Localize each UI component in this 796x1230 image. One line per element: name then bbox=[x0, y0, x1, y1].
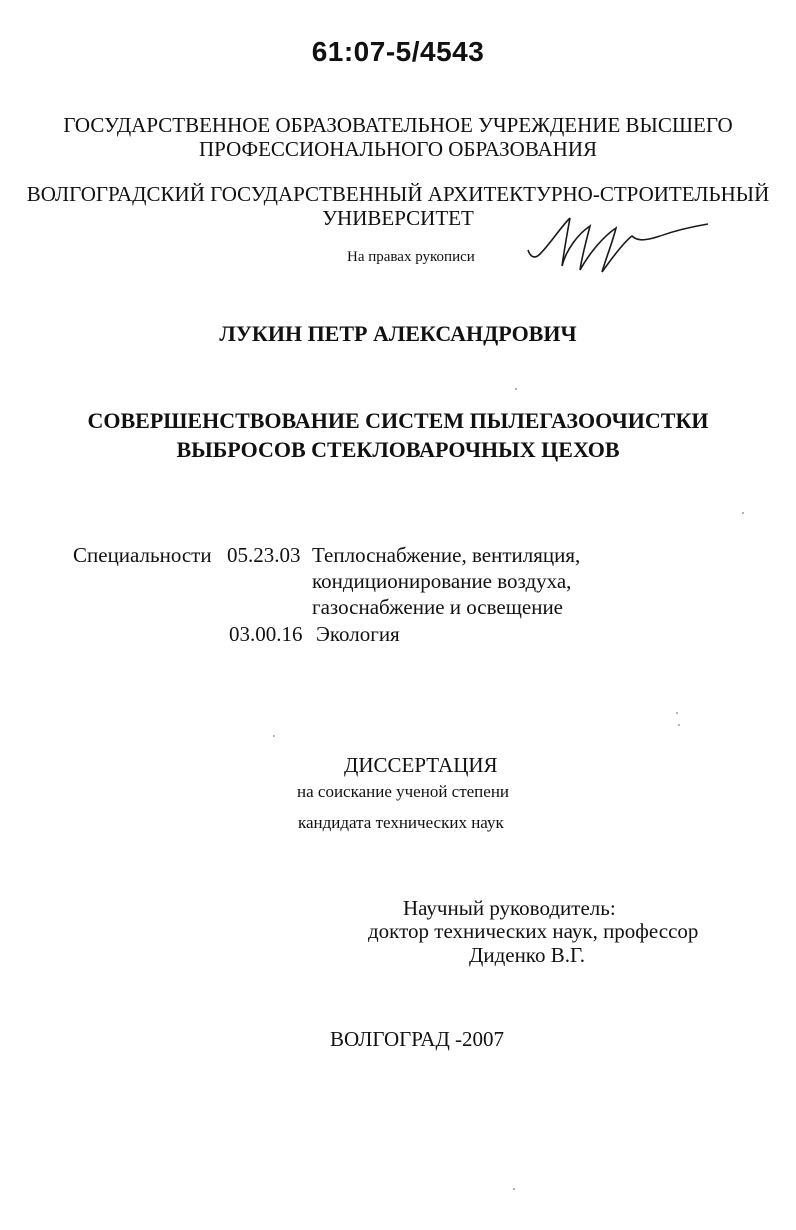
scan-speck bbox=[515, 388, 517, 390]
dissertation-degree-line-2: кандидата технических наук bbox=[298, 813, 504, 832]
thesis-title-line-1: СОВЕРШЕНСТВОВАНИЕ СИСТЕМ ПЫЛЕГАЗООЧИСТКИ bbox=[87, 408, 709, 433]
specialty-code-2: 03.00.16 bbox=[229, 622, 303, 646]
supervisor-name: Диденко В.Г. bbox=[469, 943, 585, 967]
supervisor-credentials: доктор технических наук, профессор bbox=[368, 919, 699, 943]
dissertation-degree-line-1: на соискание ученой степени bbox=[297, 782, 510, 801]
specialty-1-line-1: Теплоснабжение, вентиляция, bbox=[312, 543, 581, 567]
specialties-label: Специальности bbox=[73, 543, 212, 567]
scan-speck bbox=[513, 1188, 515, 1190]
signature bbox=[520, 212, 715, 282]
author-name: ЛУКИН ПЕТР АЛЕКСАНДРОВИЧ bbox=[219, 321, 577, 346]
supervisor-label: Научный руководитель: bbox=[403, 896, 616, 920]
scan-speck bbox=[742, 512, 744, 514]
specialty-2-line-1: Экология bbox=[316, 622, 400, 646]
document-number: 61:07-5/4543 bbox=[311, 36, 485, 67]
institution-line-2: ПРОФЕССИОНАЛЬНОГО ОБРАЗОВАНИЯ bbox=[198, 137, 597, 161]
manuscript-note: На правах рукописи bbox=[347, 249, 475, 265]
specialty-code-1: 05.23.03 bbox=[227, 543, 301, 567]
scan-speck bbox=[678, 724, 680, 726]
scan-speck bbox=[273, 735, 275, 737]
institution-line-1: ГОСУДАРСТВЕННОЕ ОБРАЗОВАТЕЛЬНОЕ УЧРЕЖДЕНИЕ ВЫСШЕГО bbox=[63, 113, 733, 137]
specialty-1-line-2: кондиционирование воздуха, bbox=[312, 569, 572, 593]
city-year: ВОЛГОГРАД -2007 bbox=[330, 1027, 505, 1051]
scan-speck bbox=[676, 712, 678, 714]
dissertation-heading: ДИССЕРТАЦИЯ bbox=[344, 753, 498, 777]
university-line-1: ВОЛГОГРАДСКИЙ ГОСУДАРСТВЕННЫЙ АРХИТЕКТУРНО-СТРОИТЕЛЬНЫЙ bbox=[26, 182, 770, 206]
thesis-title-line-2: ВЫБРОСОВ СТЕКЛОВАРОЧНЫХ ЦЕХОВ bbox=[176, 437, 620, 462]
university-line-2: УНИВЕРСИТЕТ bbox=[322, 206, 474, 230]
specialty-1-line-3: газоснабжение и освещение bbox=[312, 595, 564, 619]
